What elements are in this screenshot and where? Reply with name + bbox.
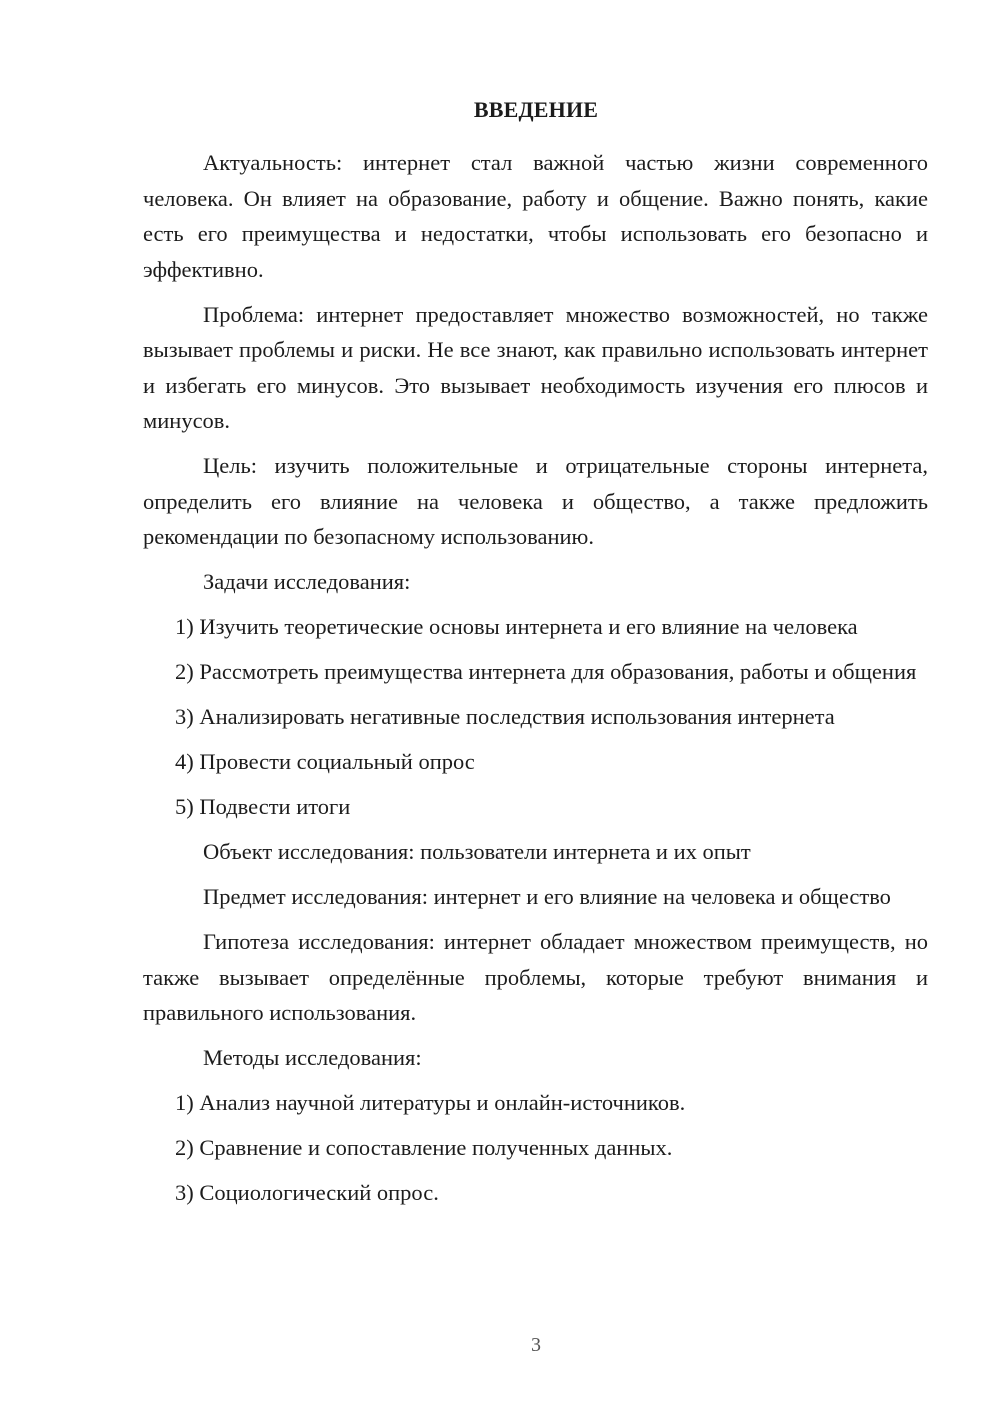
- list-item-method-3: 3) Социологический опрос.: [175, 1180, 439, 1205]
- tasks-heading: Задачи исследования:: [203, 569, 411, 594]
- list-item-method-1: 1) Анализ научной литературы и онлайн-источников.: [175, 1090, 686, 1115]
- paragraph-object: Объект исследования: пользователи интернета и их опыт: [203, 839, 751, 864]
- paragraph-problem: Проблема: интернет предоставляет множество возможностей, но также вызывает проблемы и риски. Не все знают, как правильно использовать интернет и избегать его минусов. Это вызывает необходимость изучения его плюсов и минусов.: [143, 301, 928, 433]
- list-item-task-1: 1) Изучить теоретические основы интернета и его влияние на человека: [175, 614, 858, 639]
- methods-heading: Методы исследования:: [203, 1045, 422, 1070]
- page-title: ВВЕДЕНИЕ: [473, 97, 599, 122]
- list-item-method-2: 2) Сравнение и сопоставление полученных данных.: [175, 1135, 673, 1160]
- paragraph-relevance: Актуальность: интернет стал важной частью жизни современного человека. Он влияет на образование, работу и общение. Важно понять, какие есть его преимущества и недостатки, чтобы использовать его безопасно и эффективно.: [143, 150, 928, 282]
- list-item-task-2: 2) Рассмотреть преимущества интернета для образования, работы и общения: [175, 659, 917, 684]
- paragraph-subject: Предмет исследования: интернет и его влияние на человека и общество: [203, 884, 891, 909]
- paragraph-hypothesis: Гипотеза исследования: интернет обладает множеством преимуществ, но также вызывает определённые проблемы, которые требуют внимания и правильного использования.: [143, 929, 928, 1025]
- page-number: 3: [531, 1334, 541, 1356]
- paragraph-goal: Цель: изучить положительные и отрицательные стороны интернета, определить его влияние на человека и общество, а также предложить рекомендации по безопасному использованию.: [143, 453, 928, 549]
- body-text: [143, 145, 928, 1220]
- list-item-task-4: 4) Провести социальный опрос: [175, 749, 475, 774]
- list-item-task-5: 5) Подвести итоги: [175, 794, 351, 819]
- list-item-task-3: 3) Анализировать негативные последствия использования интернета: [175, 704, 835, 729]
